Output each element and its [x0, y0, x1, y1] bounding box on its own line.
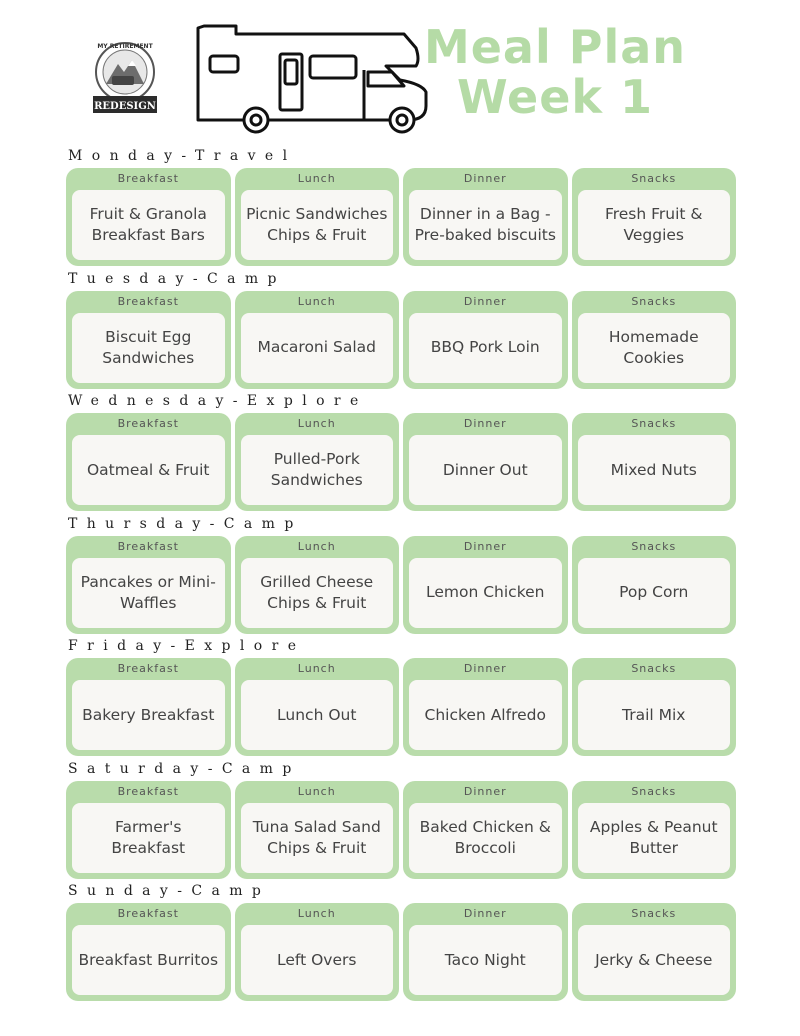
- meal-card-text: Fruit & Granola Breakfast Bars: [72, 190, 225, 260]
- meal-card-header: Breakfast: [117, 662, 179, 675]
- title-line-2: Week 1: [456, 70, 654, 124]
- meal-card-header: Lunch: [297, 417, 336, 430]
- meal-card-text: Homemade Cookies: [578, 313, 731, 383]
- meal-card-header: Snacks: [631, 907, 677, 920]
- meal-card-lunch: [235, 413, 400, 511]
- meal-card-header: Dinner: [463, 907, 507, 920]
- meal-card-text: Tuna Salad Sand Chips & Fruit: [241, 803, 394, 873]
- meal-card-header: Dinner: [463, 784, 507, 798]
- meal-card-lunch: [235, 168, 400, 266]
- meal-card-snacks: [572, 168, 737, 266]
- logo: [88, 40, 162, 118]
- meal-card-text: Jerky & Cheese: [578, 925, 731, 995]
- meal-row: [66, 658, 736, 756]
- rv-illustration: [190, 20, 430, 138]
- meal-card-text: Lunch Out: [241, 680, 394, 750]
- meal-row: [66, 536, 736, 634]
- meal-card-lunch: [235, 658, 400, 756]
- meal-row: [66, 168, 736, 266]
- meal-card-dinner: [403, 168, 568, 266]
- meal-card-lunch: [235, 291, 400, 389]
- title-line-1: Meal Plan: [423, 20, 687, 74]
- meal-card-text: Macaroni Salad: [241, 313, 394, 383]
- meal-card-snacks: [572, 413, 737, 511]
- meal-card-header: Dinner: [463, 662, 507, 675]
- page-title: [420, 22, 690, 122]
- meal-card-text: Farmer's Breakfast: [72, 803, 225, 873]
- meal-card-header: Dinner: [463, 294, 507, 308]
- meal-card-lunch: [235, 536, 400, 634]
- meal-card-text: Left Overs: [241, 925, 394, 995]
- meal-card-breakfast: [66, 658, 231, 756]
- meal-card-text: Pulled-Pork Sandwiches: [241, 435, 394, 505]
- meal-card-breakfast: [66, 781, 231, 879]
- meal-card-breakfast: [66, 413, 231, 511]
- meal-card-text: Breakfast Burritos: [72, 925, 225, 995]
- meal-card-text: Mixed Nuts: [578, 435, 731, 505]
- meal-card-snacks: [572, 658, 737, 756]
- meal-card-header: Lunch: [297, 907, 336, 920]
- meal-card-lunch: [235, 781, 400, 879]
- day-section: [66, 883, 736, 1006]
- meal-card-text: Pop Corn: [578, 558, 731, 628]
- day-label: Sunday-Camp: [68, 883, 271, 899]
- meal-card-snacks: [572, 903, 737, 1001]
- meal-card-breakfast: [66, 168, 231, 266]
- meal-card-header: Snacks: [631, 172, 677, 185]
- meal-card-text: Bakery Breakfast: [72, 680, 225, 750]
- meal-card-breakfast: [66, 291, 231, 389]
- meal-card-text: Apples & Peanut Butter: [578, 803, 731, 873]
- meal-row: [66, 413, 736, 511]
- meal-card-text: Lemon Chicken: [409, 558, 562, 628]
- meal-card-text: Grilled Cheese Chips & Fruit: [241, 558, 394, 628]
- meal-card-text: Dinner in a Bag - Pre-baked biscuits: [409, 190, 562, 260]
- meal-plan-grid: [66, 148, 736, 1006]
- meal-card-text: Biscuit Egg Sandwiches: [72, 313, 225, 383]
- meal-card-dinner: [403, 903, 568, 1001]
- meal-card-breakfast: [66, 903, 231, 1001]
- day-label: Tuesday-Camp: [68, 270, 286, 287]
- meal-card-dinner: [403, 658, 568, 756]
- meal-card-header: Snacks: [631, 417, 677, 430]
- meal-row: [66, 781, 736, 879]
- meal-card-breakfast: [66, 536, 231, 634]
- meal-card-header: Lunch: [297, 784, 336, 798]
- meal-card-text: Pancakes or Mini-Waffles: [72, 558, 225, 628]
- meal-card-dinner: [403, 781, 568, 879]
- day-section: [66, 148, 736, 271]
- meal-card-lunch: [235, 903, 400, 1001]
- day-label: Friday-Explore: [68, 638, 306, 654]
- meal-card-snacks: [572, 781, 737, 879]
- meal-card-text: Chicken Alfredo: [409, 680, 562, 750]
- meal-card-text: Taco Night: [409, 925, 562, 995]
- meal-card-header: Dinner: [463, 417, 507, 430]
- day-section: [66, 761, 736, 884]
- meal-card-snacks: [572, 536, 737, 634]
- meal-card-text: BBQ Pork Loin: [409, 313, 562, 383]
- meal-card-text: Fresh Fruit & Veggies: [578, 190, 731, 260]
- meal-card-text: Oatmeal & Fruit: [72, 435, 225, 505]
- meal-card-header: Lunch: [297, 662, 336, 675]
- meal-card-header: Breakfast: [117, 784, 179, 798]
- meal-card-header: Dinner: [463, 172, 507, 185]
- day-label: Thursday-Camp: [68, 515, 303, 532]
- meal-card-text: Trail Mix: [578, 680, 731, 750]
- meal-card-header: Snacks: [631, 539, 677, 553]
- meal-card-header: Lunch: [297, 172, 336, 185]
- meal-card-text: Dinner Out: [409, 435, 562, 505]
- meal-card-header: Breakfast: [117, 539, 179, 553]
- meal-card-dinner: [403, 291, 568, 389]
- meal-row: [66, 903, 736, 1001]
- day-section: [66, 638, 736, 761]
- meal-card-text: Baked Chicken & Broccoli: [409, 803, 562, 873]
- meal-card-header: Snacks: [631, 662, 677, 675]
- meal-card-dinner: [403, 413, 568, 511]
- logo-text-top: MY RETIREMENT: [97, 43, 153, 50]
- meal-card-header: Breakfast: [117, 294, 179, 308]
- meal-card-dinner: [403, 536, 568, 634]
- day-label: Saturday-Camp: [68, 760, 301, 777]
- day-label: Monday-Travel: [68, 148, 297, 164]
- day-section: [66, 271, 736, 394]
- meal-card-header: Lunch: [297, 539, 336, 553]
- meal-card-header: Dinner: [463, 539, 507, 553]
- meal-card-text: Picnic Sandwiches Chips & Fruit: [241, 190, 394, 260]
- meal-card-header: Breakfast: [117, 172, 179, 185]
- meal-row: [66, 291, 736, 389]
- meal-card-snacks: [572, 291, 737, 389]
- day-section: [66, 516, 736, 639]
- day-label: Wednesday-Explore: [68, 393, 368, 409]
- day-section: [66, 393, 736, 516]
- meal-card-header: Lunch: [297, 294, 336, 308]
- meal-card-header: Snacks: [631, 784, 677, 798]
- meal-card-header: Breakfast: [117, 907, 179, 920]
- meal-card-header: Breakfast: [117, 417, 179, 430]
- logo-text-bottom: REDESIGN: [94, 101, 156, 112]
- meal-card-header: Snacks: [631, 294, 677, 308]
